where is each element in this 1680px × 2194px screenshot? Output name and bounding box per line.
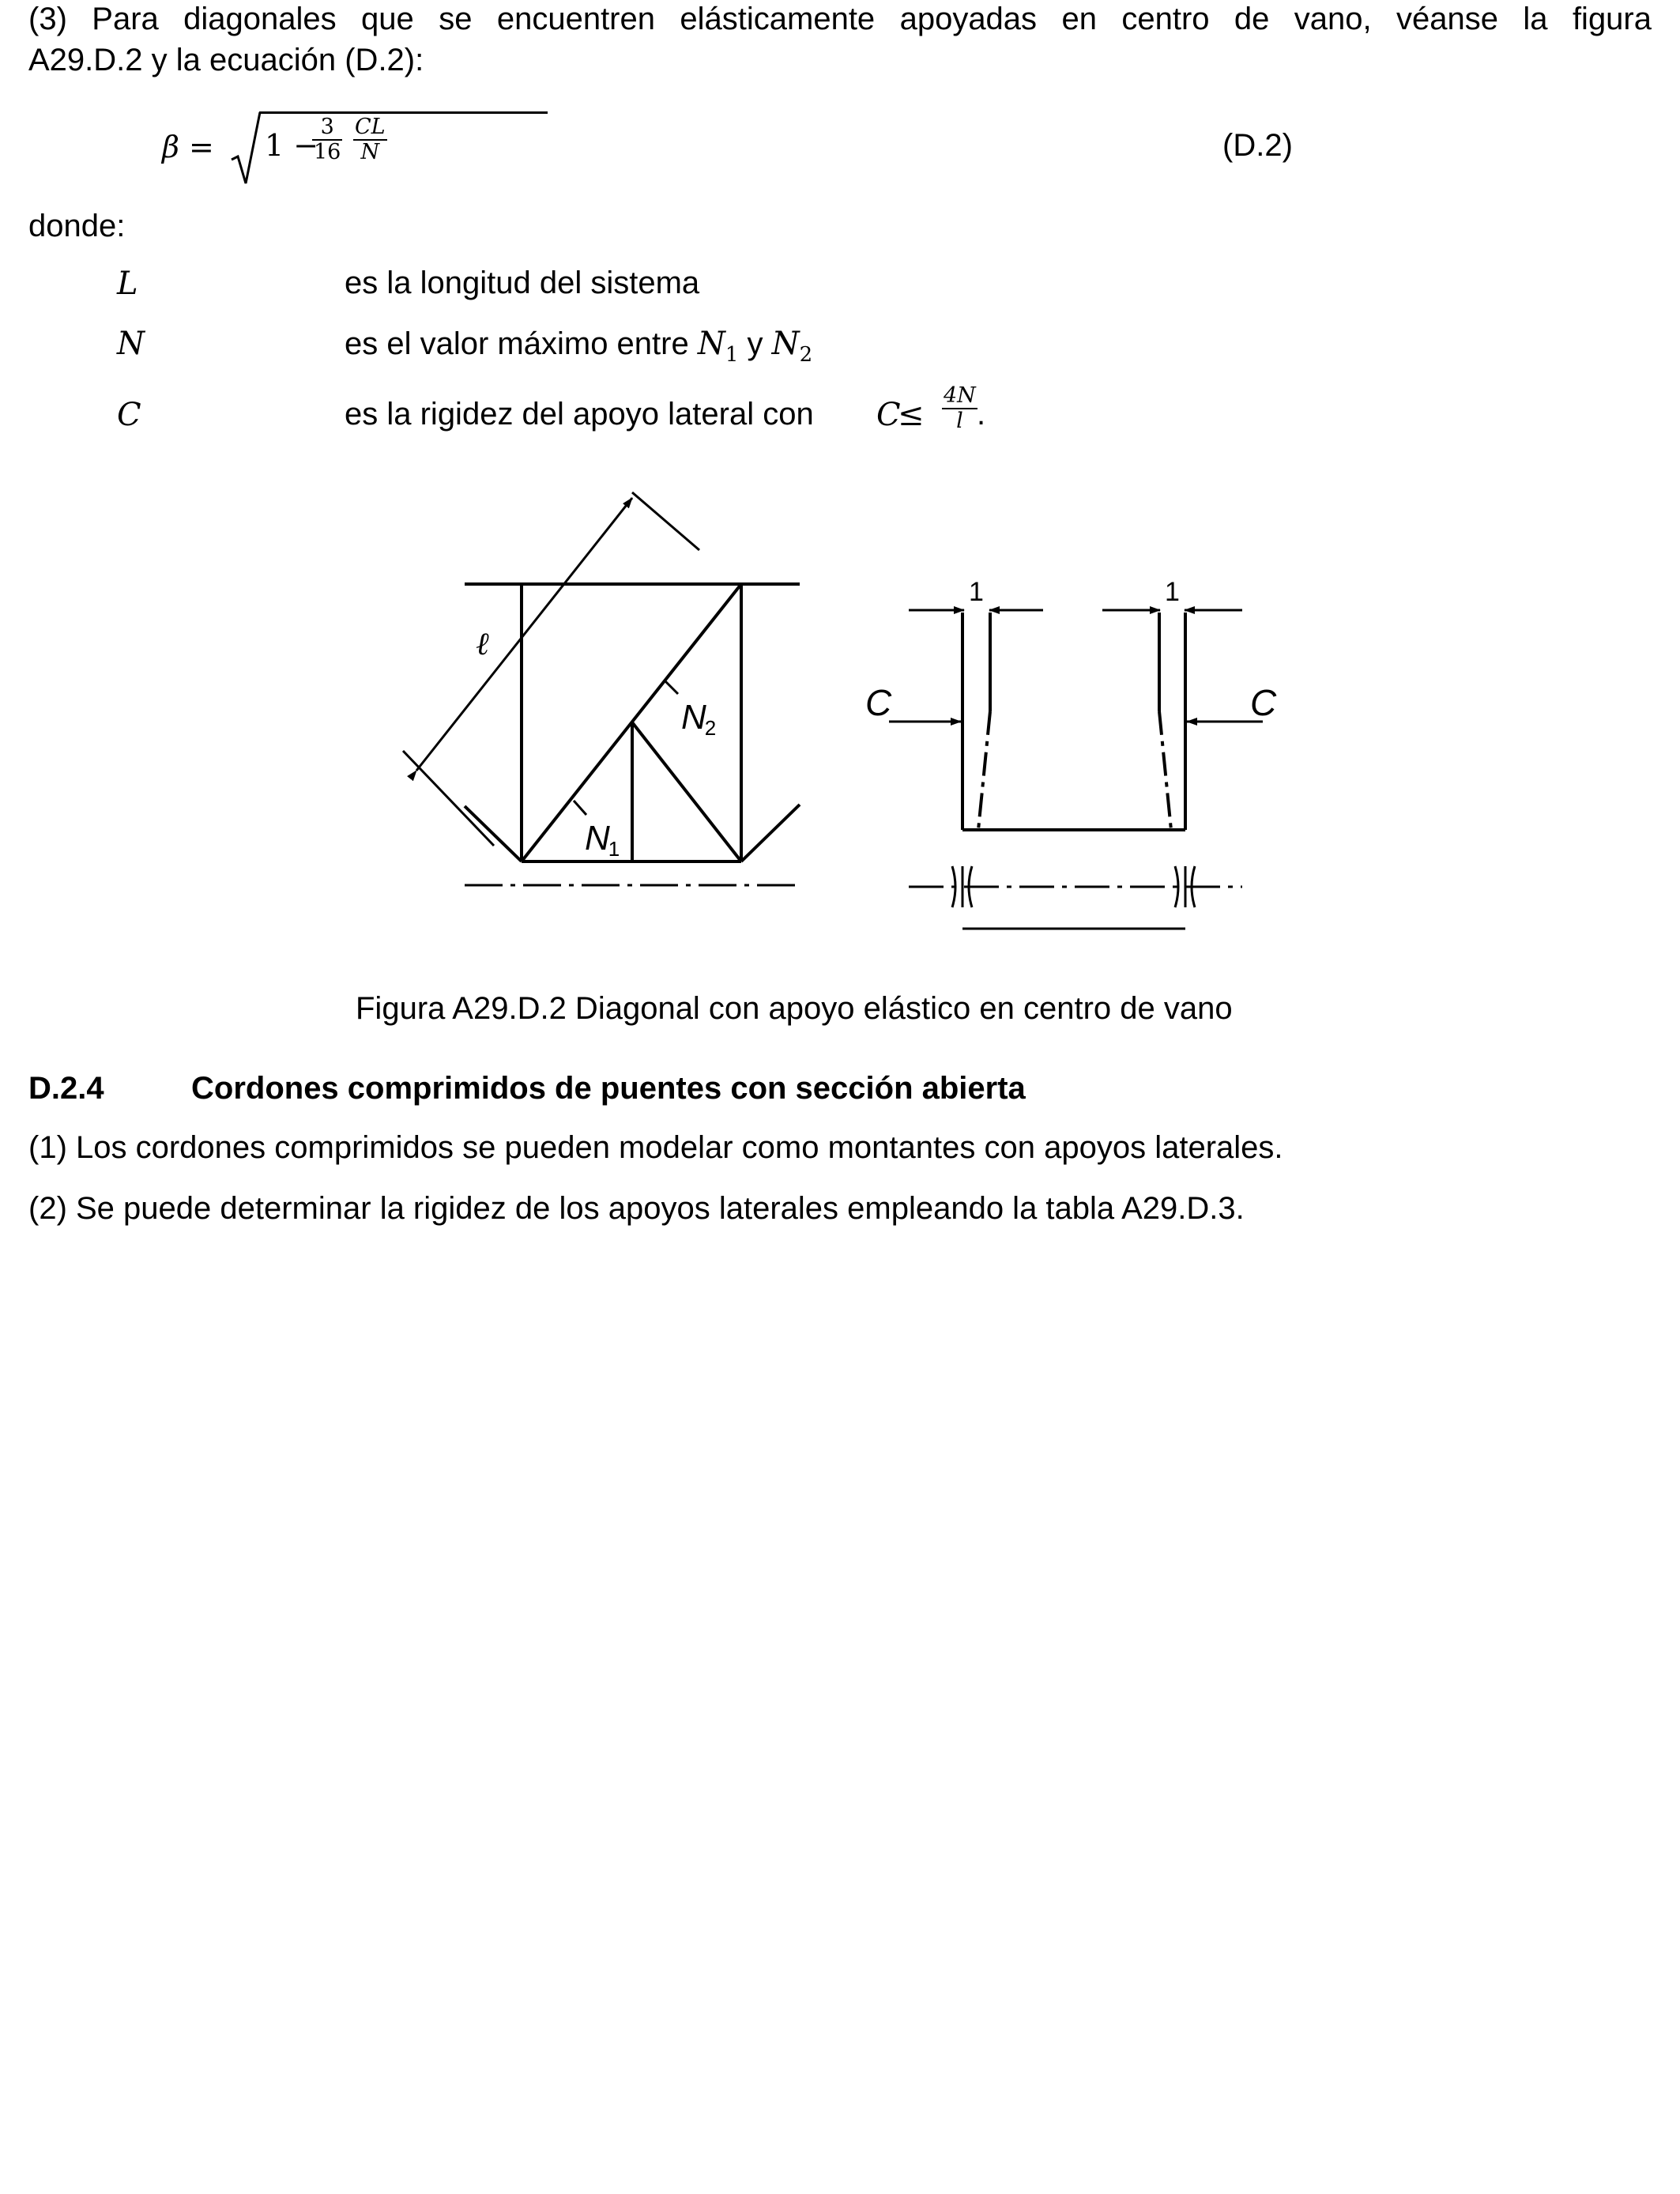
break-symbol-left	[952, 866, 972, 907]
fraction-cl-n: $\frac{CL}{N}$	[355, 115, 386, 164]
figure-diagram	[0, 0, 1680, 980]
figure-caption: Figura A29.D.2 Diagonal con apoyo elástico en centro de vano	[356, 991, 1233, 1026]
outer-left-diagonal	[465, 806, 522, 861]
def-symbol-l: L	[117, 266, 138, 302]
paragraph-1: (1) Los cordones comprimidos se pueden modelar como montantes con apoyos laterales.	[28, 1130, 1283, 1165]
intro-line-1: (3) Para diagonales que se encuentren elásticamente apoyadas en centro de vano, véanse la figura	[28, 2, 1652, 36]
def-symbol-c: C	[117, 397, 141, 433]
fraction-4n-l: $\frac{4N}{l}$	[944, 383, 976, 433]
def-text-n: es el valor máximo entre $N_1$ y $N_2$	[345, 326, 813, 367]
extension-line-top	[632, 492, 699, 550]
intro-line-2: A29.D.2 y la ecuación (D.2):	[28, 43, 424, 77]
equation-lhs: β =	[162, 130, 214, 164]
brace-right	[632, 722, 741, 861]
outer-right-diagonal	[741, 805, 800, 861]
spring-label-right: C	[1250, 682, 1277, 723]
break-symbol-right	[1175, 866, 1195, 907]
cross-section-diagram	[889, 610, 1263, 929]
def-text-l: es la longitud del sistema	[345, 266, 700, 300]
length-label: ℓ	[476, 626, 489, 662]
n1-label: N1	[585, 819, 620, 861]
section-label-right: 1	[1165, 577, 1180, 607]
extension-line-bottom	[403, 751, 494, 846]
n1-leader	[574, 801, 586, 815]
equation-one-minus: 1 −	[265, 128, 319, 163]
def-symbol-n: N	[117, 326, 145, 362]
section-number: D.2.4	[28, 1071, 104, 1106]
dimension-line-l	[416, 498, 632, 771]
left-upright-inner-slope	[978, 711, 990, 830]
n2-leader	[665, 681, 678, 694]
where-label: donde:	[28, 209, 126, 243]
n2-label: N2	[681, 698, 717, 740]
spring-label-left: C	[865, 682, 892, 723]
equation-label: (D.2)	[1222, 128, 1293, 163]
paragraph-2: (2) Se puede determinar la rigidez de los apoyos laterales empleando la tabla A29.D.3.	[28, 1191, 1245, 1226]
section-title: Cordones comprimidos de puentes con sección abierta	[191, 1071, 1026, 1106]
fraction-3-16: $\frac{3}{16}$	[314, 115, 341, 164]
right-upright-inner-slope	[1159, 711, 1171, 830]
section-label-left: 1	[969, 577, 984, 607]
